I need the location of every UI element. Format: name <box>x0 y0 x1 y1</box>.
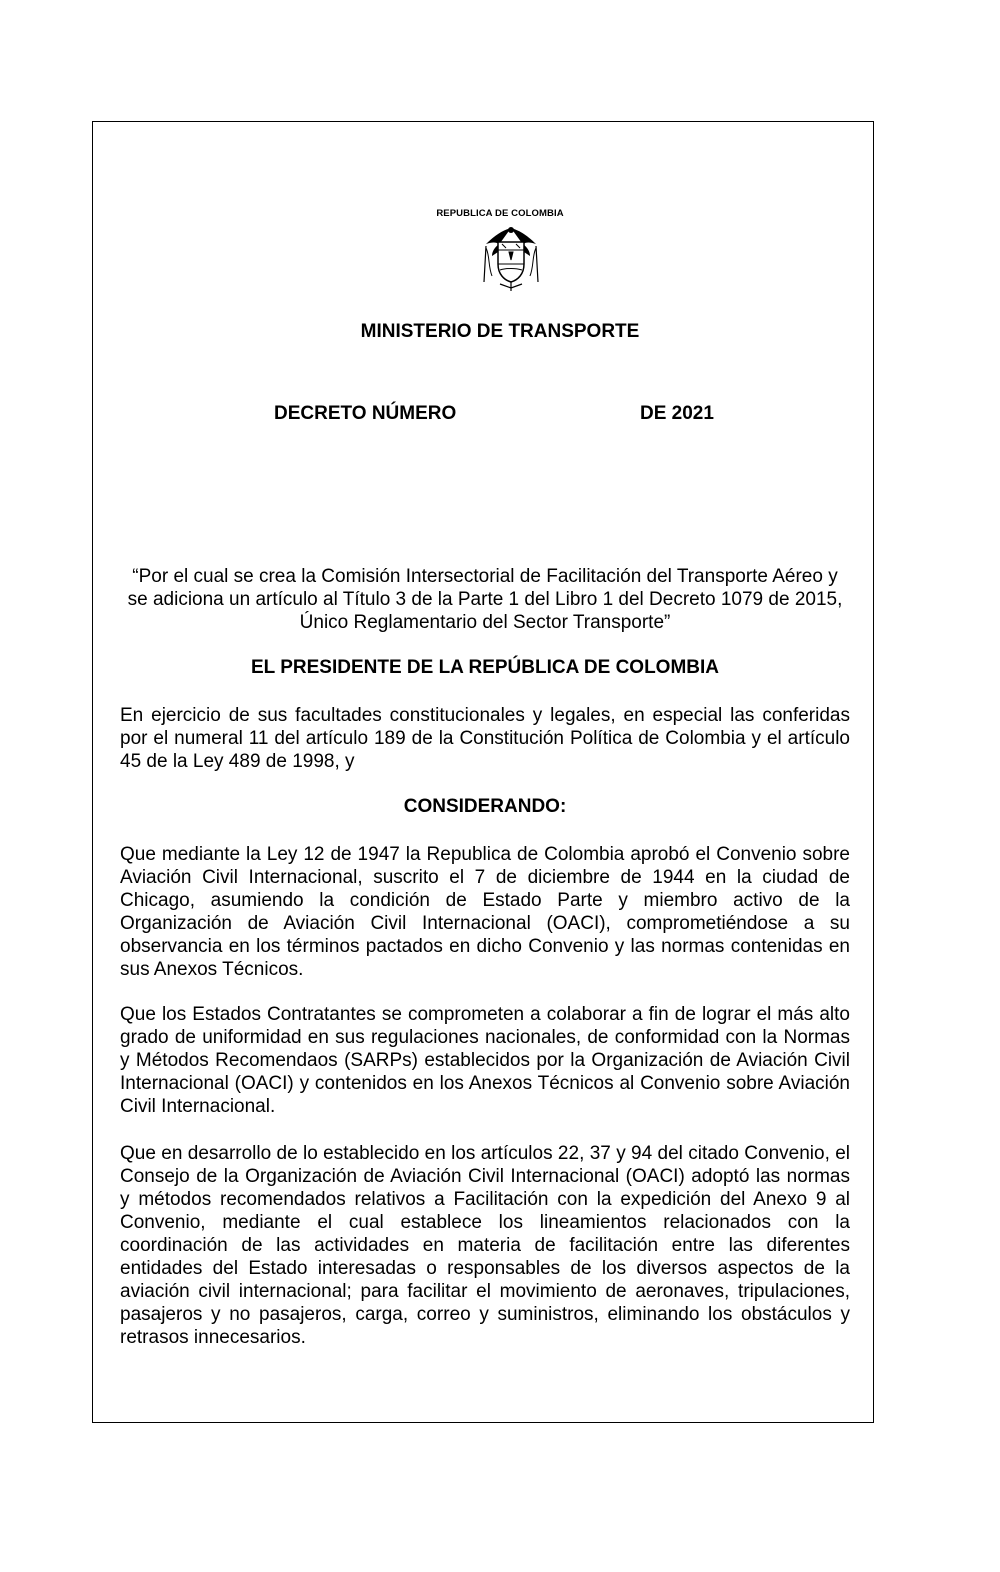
president-heading: EL PRESIDENTE DE LA REPÚBLICA DE COLOMBIA <box>251 657 719 678</box>
considering-paragraph-2: Que los Estados Contratantes se comprometen a colaborar a fin de lograr el más alto grado de uniformidad en sus regulaciones nacionales, de conformidad con la Normas y Métodos Recomendaos (SARPs) establecidos por la Organización de Aviación Civil Internacional (OACI) y contenidos en los Anexos Técnicos al Convenio sobre Aviación Civil Internacional. <box>120 1004 850 1117</box>
ministry-title: MINISTERIO DE TRANSPORTE <box>360 321 640 342</box>
considering-heading: CONSIDERANDO: <box>403 796 567 817</box>
coat-of-arms-icon <box>478 222 544 292</box>
powers-paragraph: En ejercicio de sus facultades constitucionales y legales, en especial las conferidas por el numeral 11 del artículo 189 de la Constitución Política de Colombia y el artículo 45 de la Ley 489 de 1998, y <box>120 705 850 772</box>
considering-paragraph-1: Que mediante la Ley 12 de 1947 la Republica de Colombia aprobó el Convenio sobre Aviación Civil Internacional, suscrito el 7 de diciembre de 1944 en la ciudad de Chicago, asumiendo la condición de Estado Parte y miembro activo de la Organización de Aviación Civil Internacional (OACI), comprometiéndose a su observancia en los términos pactados en dicho Convenio y las normas contenidas en sus Anexos Técnicos. <box>120 844 850 980</box>
republic-header: REPUBLICA DE COLOMBIA <box>436 208 564 219</box>
decree-year: DE 2021 <box>640 403 714 424</box>
decree-subject: “Por el cual se crea la Comisión Intersectorial de Facilitación del Transporte Aéreo y se adiciona un artículo al Título 3 de la Parte 1 del Libro 1 del Decreto 1079 de 2015, Único Reglamentario del Sector Transporte” <box>127 566 843 633</box>
decree-number-label: DECRETO NÚMERO <box>274 403 457 424</box>
considering-paragraph-3: Que en desarrollo de lo establecido en los artículos 22, 37 y 94 del citado Convenio, el Consejo de la Organización de Aviación Civil Internacional (OACI) adoptó las normas y métodos recomendados relativos a Facilitación con la expedición del Anexo 9 al Convenio, mediante el cual establece los lineamientos relacionados con la coordinación de las actividades en materia de facilitación entre las diferentes entidades del Estado interesadas o responsables de los diversos aspectos de la aviación civil internacional; para facilitar el movimiento de aeronaves, tripulaciones, pasajeros y no pasajeros, carga, correo y suministros, eliminando los obstáculos y retrasos innecesarios. <box>120 1143 850 1348</box>
